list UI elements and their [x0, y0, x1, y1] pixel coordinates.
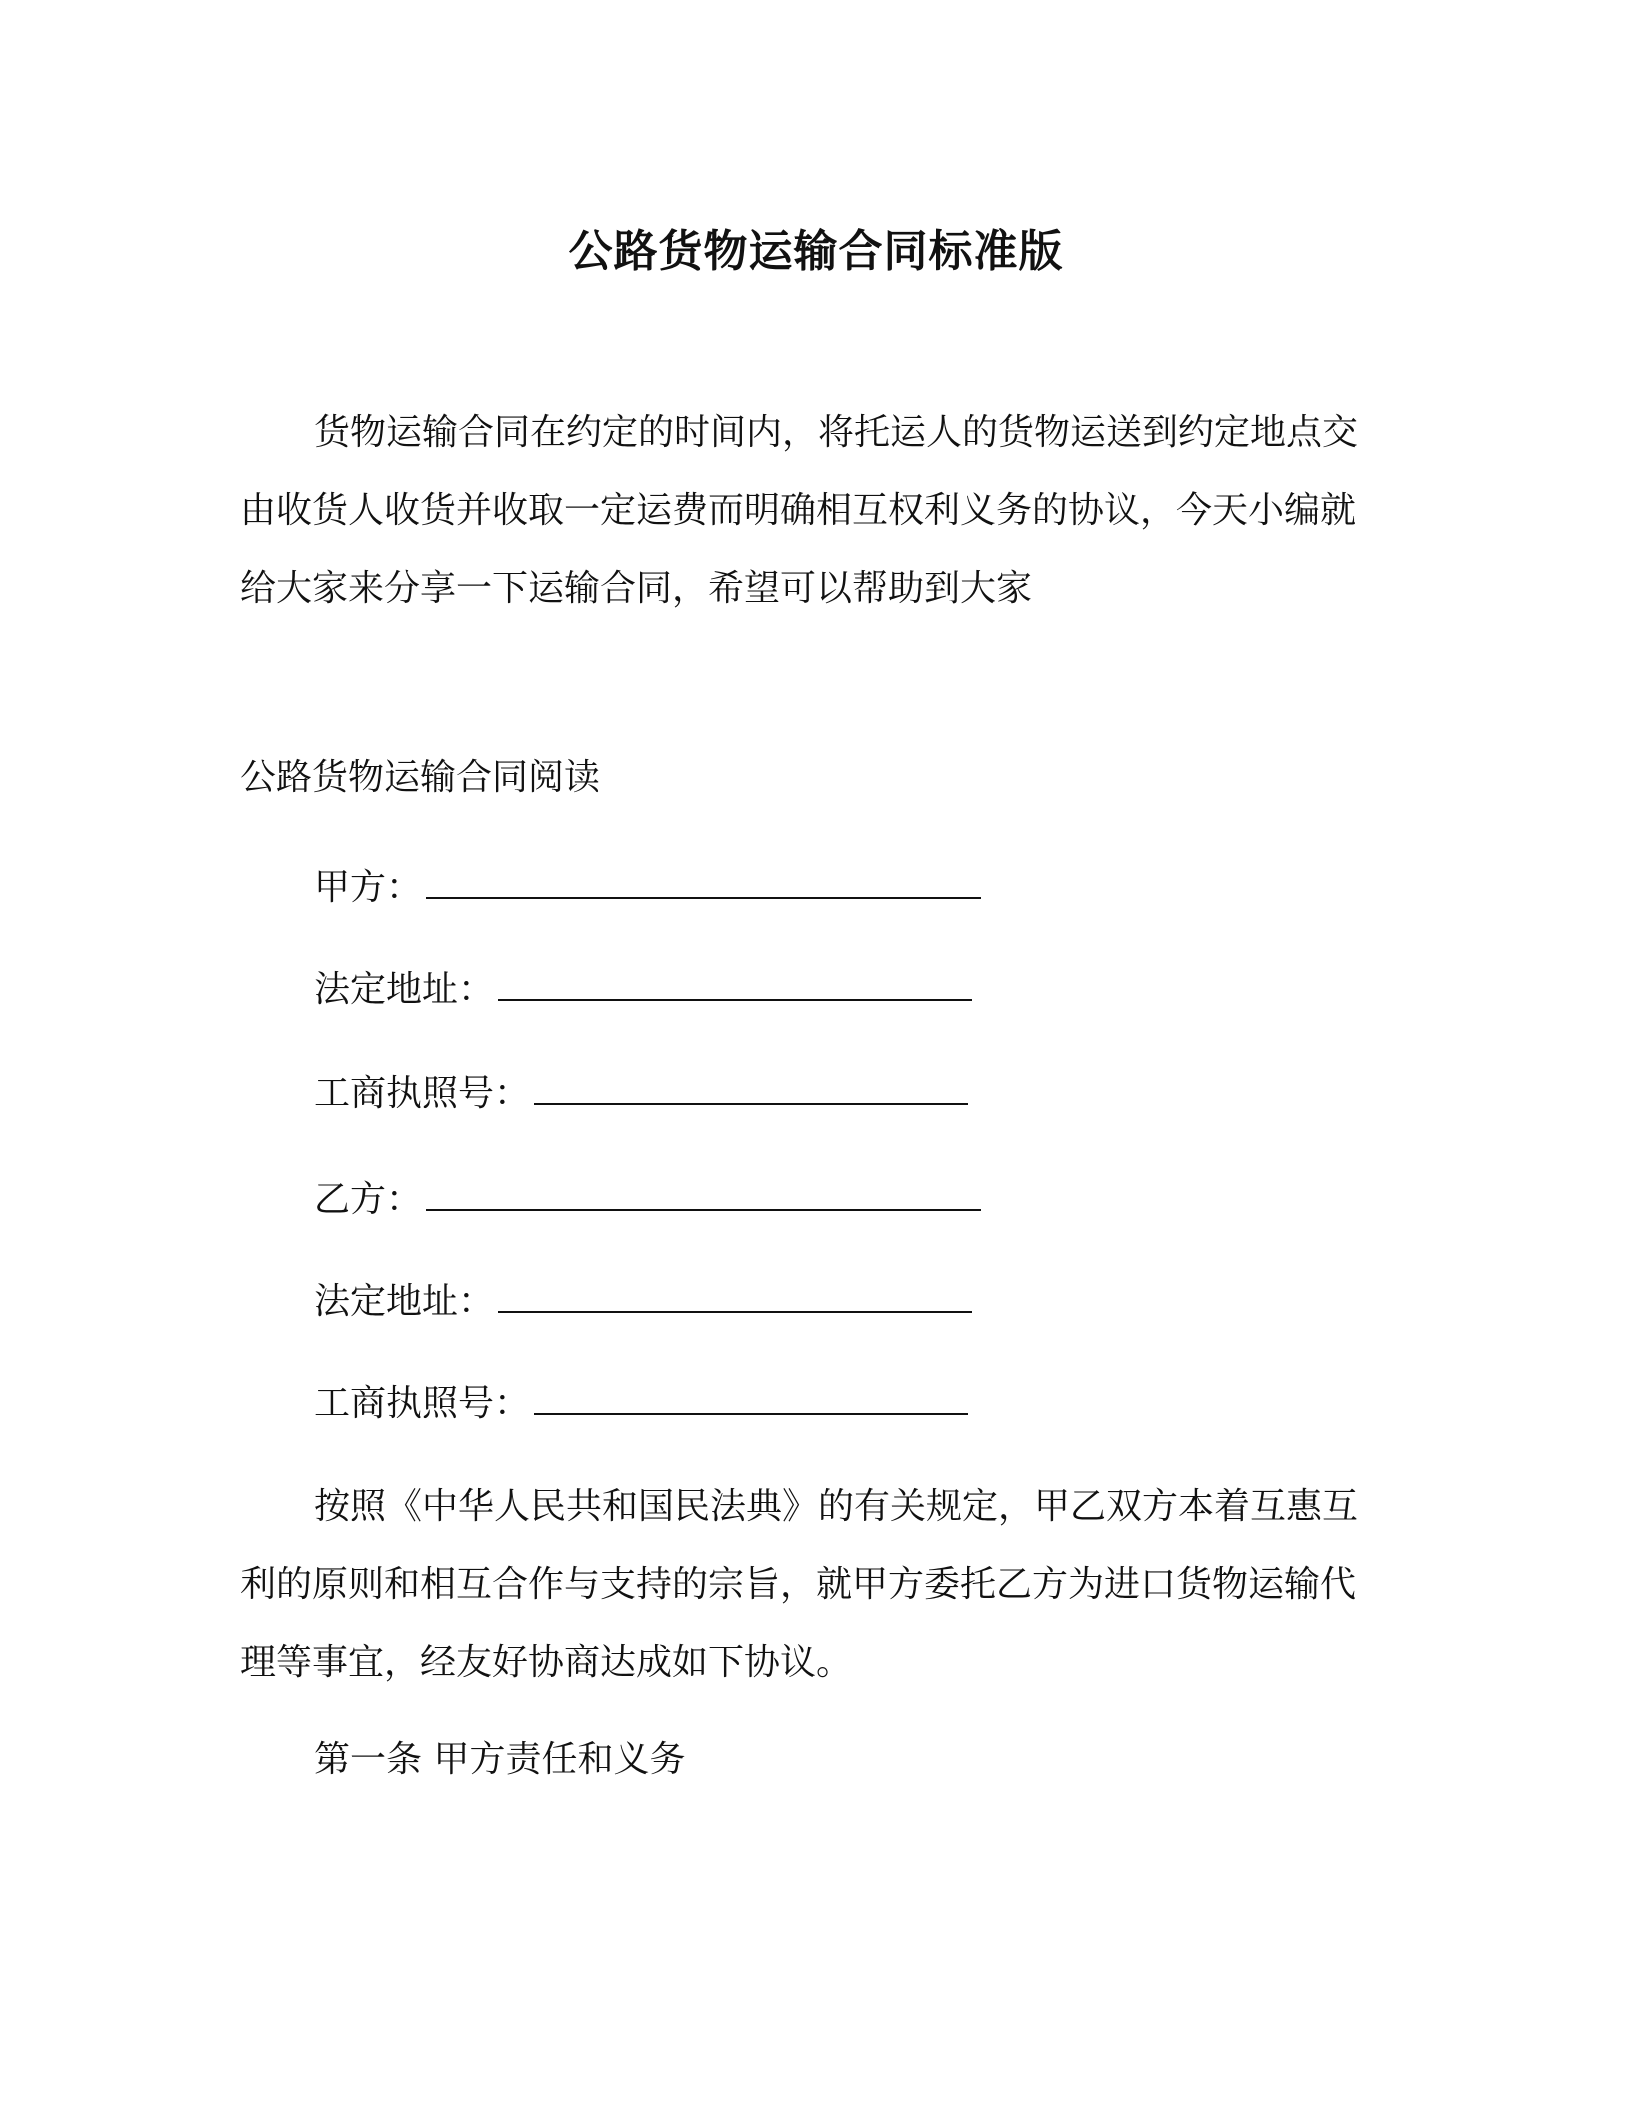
party-b-blank[interactable]: [426, 1179, 981, 1211]
party-a-license-label: 工商执照号：: [314, 1073, 531, 1114]
document-title: 公路货物运输合同标准版: [568, 226, 1064, 277]
party-a-field: [314, 862, 981, 914]
party-a-license-blank[interactable]: [534, 1073, 968, 1105]
party-b-license-label: 工商执照号：: [314, 1383, 531, 1424]
party-a-address-field: [314, 964, 972, 1016]
legal-basis-paragraph: 按照《中华人民共和国民法典》的有关规定，甲乙双方本着互惠互利的原则和相互合作与支持的宗旨，就甲方委托乙方为进口货物运输代理等事宜，经友好协商达成如下协议。: [240, 1486, 1359, 1683]
party-b-address-field: [314, 1276, 972, 1328]
intro-paragraph: 货物运输合同在约定的时间内，将托运人的货物运送到约定地点交由收货人收货并收取一定运费而明确相互权利义务的协议，今天小编就给大家来分享一下运输合同，希望可以帮助到大家: [240, 412, 1359, 609]
party-b-label: 乙方：: [314, 1179, 423, 1220]
section-heading: 公路货物运输合同阅读: [240, 757, 601, 798]
party-b-field: [314, 1174, 981, 1226]
party-a-label: 甲方：: [314, 867, 423, 908]
article-1-heading: 第一条 甲方责任和义务: [314, 1739, 686, 1780]
party-a-address-label: 法定地址：: [314, 969, 495, 1010]
party-b-address-label: 法定地址：: [314, 1281, 495, 1322]
party-b-address-blank[interactable]: [498, 1281, 972, 1313]
party-b-license-blank[interactable]: [534, 1383, 968, 1415]
party-a-license-field: [314, 1068, 968, 1120]
party-a-address-blank[interactable]: [498, 969, 972, 1001]
party-b-license-field: [314, 1378, 968, 1430]
party-a-blank[interactable]: [426, 867, 981, 899]
